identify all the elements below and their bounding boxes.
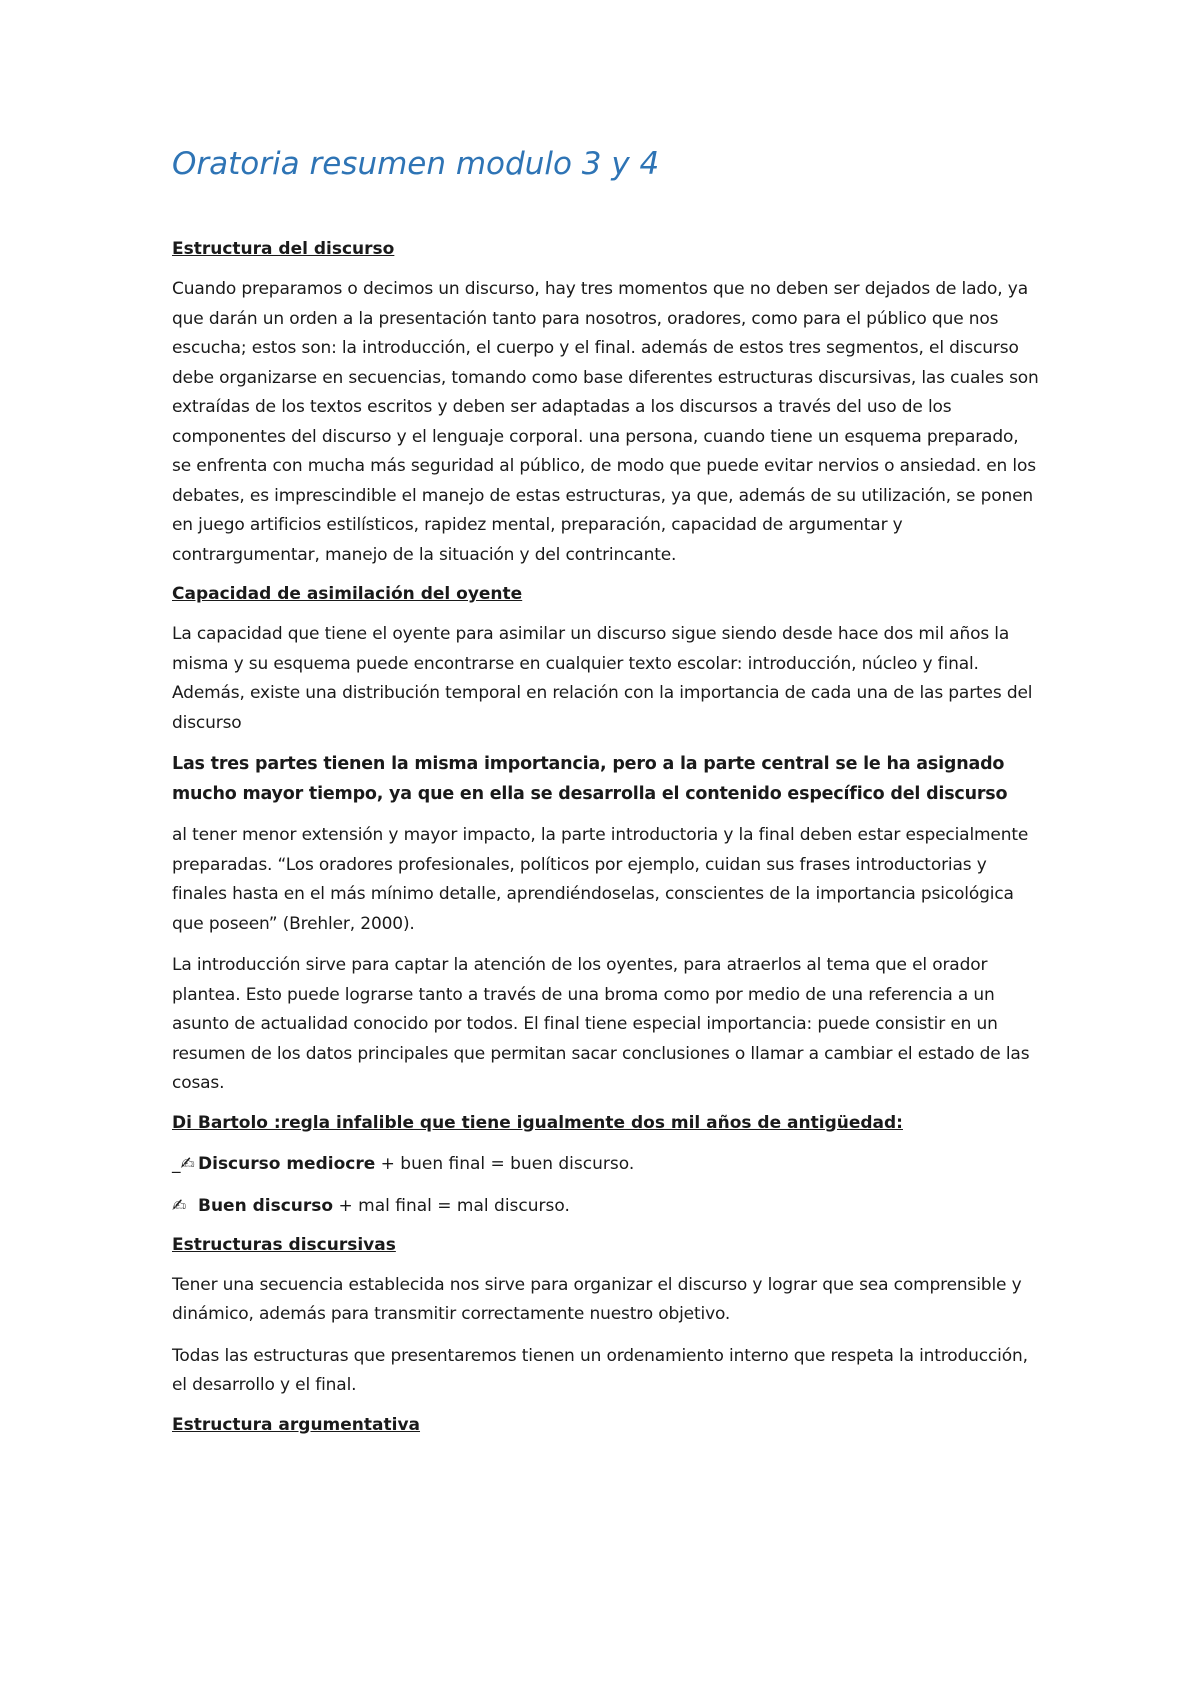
bullet-strong-text: Buen discurso: [198, 1195, 334, 1216]
paragraph-menor-extension: al tener menor extensión y mayor impacto, la parte introductoria y la final deben estar especialmente preparadas. “Los oradores profesionales, políticos por ejemplo, cuidan sus frases introductorias y finales hasta en el más mínimo detalle, aprendiéndoselas, conscientes de la importancia psicológica que poseen” (Brehler, 2000).: [172, 825, 1029, 934]
heading-estructura-discurso: Estructura del discurso: [172, 239, 395, 259]
heading-capacidad-asimilacion: Capacidad de asimilación del oyente: [172, 584, 523, 604]
bullet-text: + buen final = buen discurso.: [375, 1153, 635, 1174]
heading-estructuras-discursivas: Estructuras discursivas: [172, 1234, 396, 1255]
heading-di-bartolo: Di Bartolo :regla infalible que tiene igualmente dos mil años de antigüedad:: [172, 1112, 903, 1133]
bullet-text: + mal final = mal discurso.: [333, 1195, 570, 1216]
paragraph-secuencia: Tener una secuencia establecida nos sirve para organizar el discurso y lograr que sea comprensible y dinámico, además para transmitir correctamente nuestro objetivo.: [172, 1274, 1022, 1324]
bullet-strong-text: Discurso mediocre: [198, 1153, 376, 1174]
paragraph-momentos-discurso: Cuando preparamos o decimos un discurso, hay tres momentos que no deben ser dejados de lado, ya que darán un orden a la presentación tanto para nosotros, oradores, como para el público que nos escucha; estos son: la introducción, el cuerpo y el final. además de estos tres segmentos, el discurso debe organizarse en secuencias, tomando como base diferentes estructuras discursivas, las cuales son extraídas de los textos escritos y deben ser adaptadas a los discursos a través del uso de los componentes del discurso y el lenguaje corporal. una persona, cuando tiene un esquema preparado, se enfrenta con mucha más seguridad al público, de modo que puede evitar nervios o ansiedad. en los debates, es imprescindible el manejo de estas estructuras, ya que, además de su utilización, se ponen en juego artificios estilísticos, rapidez mental, preparación, capacidad de argumentar y contrargumentar, manejo de la situación y del contrincante.: [172, 279, 1039, 565]
list-item: [172, 1191, 1042, 1221]
list-item: [172, 1149, 1042, 1179]
heading-estructura-argumentativa: Estructura argumentativa: [172, 1414, 421, 1435]
document-title: Oratoria resumen modulo 3 y 4: [172, 146, 660, 182]
writing-hand-icon: ✍: [172, 1195, 187, 1216]
paragraph-introduccion: La introducción sirve para captar la atención de los oyentes, para atraerlos al tema que el orador plantea. Esto puede lograrse tanto a través de una broma como por medio de una referencia a un asunto de actualidad conocido por todos. El final tiene especial importancia: puede consistir en un resumen de los datos principales que permitan sacar conclusiones o llamar a cambiar el estado de las cosas.: [172, 955, 1030, 1093]
document-body: [172, 237, 1042, 1451]
paragraph-capacidad-oyente: La capacidad que tiene el oyente para asimilar un discurso sigue siendo desde hace dos mil años la misma y su esquema puede encontrarse en cualquier texto escolar: introducción, núcleo y final. Además, existe una distribución temporal en relación con la importancia de cada una de las partes del discurso: [172, 624, 1033, 733]
paragraph-ordenamiento: Todas las estructuras que presentaremos tienen un ordenamiento interno que respeta la introducción, el desarrollo y el final.: [172, 1345, 1028, 1395]
bold-paragraph-tres-partes: Las tres partes tienen la misma importancia, pero a la parte central se le ha asignado mucho mayor tiempo, ya que en ella se desarrolla el contenido específico del discurso: [172, 754, 1008, 804]
writing-hand-icon: _✍: [172, 1153, 195, 1174]
